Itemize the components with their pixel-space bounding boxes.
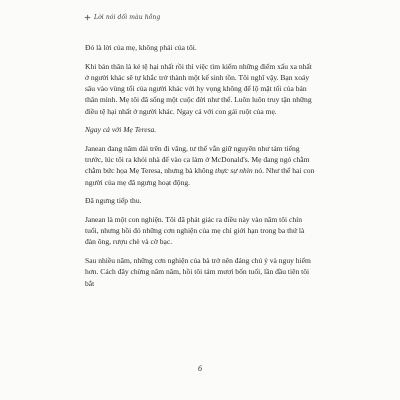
text-run: Sau nhiều năm, những cơn nghiện của bà trở nên đáng chú ý và nguy hiểm hơn. Cách đây chừng năm năm, hồi tôi tám mươi bốn tuổi, lần đầu tiên tôi bắt [85, 256, 311, 288]
text-run: Đó là lời của mẹ, không phải của tôi. [85, 43, 197, 52]
text-run: nó. Như thể hai con người của mẹ đã ngưng hoạt động. [85, 166, 315, 187]
text-run: Janean đang năm dài trên đi văng, tư thế vẫn giữ nguyên như tám tiếng trước, lúc tôi ra khỏi nhà để vào ca làm ở McDonald's. Mẹ đang ngó chằm chằm bức họa Mẹ Teresa, nhưng bà không [85, 143, 310, 176]
paragraph [85, 143, 315, 188]
paragraph [85, 42, 315, 53]
running-header [84, 14, 160, 21]
floral-ornament-icon [84, 14, 91, 21]
text-run: Janean là một con nghiện. Tôi đã phát giác ra điều này vào năm tôi chín tuổi, nhưng hồi đó những cơn nghiện của mẹ chỉ giới hạn trong ba thứ là đàn ông, rượu chè và cờ bạc. [85, 214, 305, 247]
paragraph [85, 61, 315, 117]
page-number: 6 [198, 364, 202, 373]
paragraph [85, 255, 315, 289]
paragraph [85, 195, 315, 206]
italic-text: Ngay cả với Mẹ Teresa. [85, 125, 157, 135]
body-text [85, 42, 315, 296]
paragraph [85, 214, 315, 248]
paragraph [85, 124, 315, 135]
running-title: Lời nói dối màu hồng [94, 14, 161, 21]
text-run: Khi bản thân là kẻ tệ hại nhất rồi thì việc tìm kiếm những điểm xấu xa nhất ở người khác sẽ tự khắc trở thành một kế sinh tồn. Tôi nghĩ vậy. Bạn xoáy sâu vào vùng tối của người khác với hy vọng không để lộ mặt tối của bản thân mình. Mẹ tôi đã sống một cuộc đời như thế. Luôn luôn truy tận những điều tệ hại nhất ở người khác. Ngay cả với con gái ruột của mẹ. [85, 61, 312, 116]
italic-text: thực sự nhìn [215, 166, 253, 176]
text-run: Đã ngưng tiếp thu. [85, 196, 142, 206]
